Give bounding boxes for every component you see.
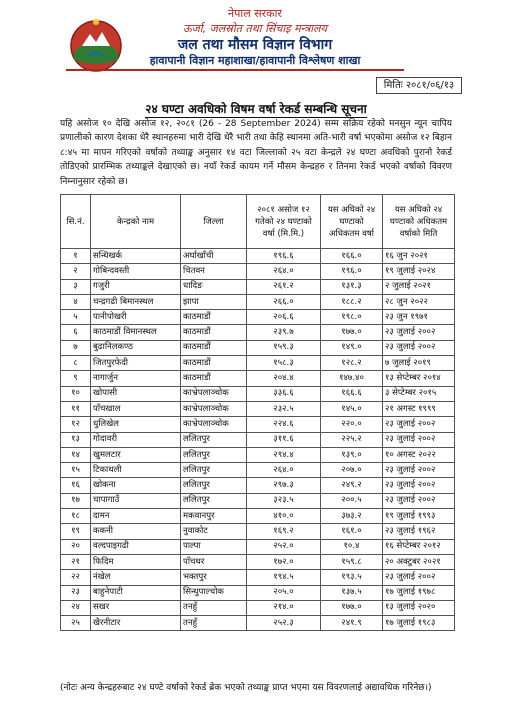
cell-rainfall: २६४.० [247,463,321,478]
cell-previous-max: १२८.२ [321,356,383,371]
col-header-rainfall: २०८१ असोज १२ गतेको २४ घण्टाको वर्षा (मि.मि.) [247,195,321,249]
cell-sn: १७ [61,493,91,508]
cell-rainfall: २२४.६ [247,417,321,432]
cell-station: गोदावरी [91,432,181,447]
department-name: जल तथा मौसम विज्ञान विभाग [177,37,333,53]
cell-station: चन्द्रगढी बिमानस्थल [91,294,181,309]
table-row [61,264,455,279]
cell-previous-date: २० अक्टुबर २०२१ [383,554,455,569]
cell-station: दामन [91,509,181,524]
cell-district: ललितपुर [181,447,247,462]
table-row [61,401,455,416]
cell-district: तनहुँ [181,616,247,631]
cell-station: जितपुरफेदी [91,356,181,371]
cell-previous-max: २२५.२ [321,432,383,447]
cell-sn: १२ [61,417,91,432]
cell-station: ककनी [91,524,181,539]
cell-district: तनहुँ [181,600,247,615]
cell-rainfall: ३३६.६ [247,386,321,401]
cell-district: काभ्रेपलाञ्चोक [181,417,247,432]
cell-previous-max: १८८.२ [321,294,383,309]
cell-station: काठमाडौं विमानस्थल [91,325,181,340]
cell-previous-max: २००.५ [321,493,383,508]
cell-station: पाँचखाल [91,401,181,416]
cell-previous-date: २ जुलाई २०२१ [383,279,455,294]
cell-sn: १६ [61,478,91,493]
cell-district: काठमाडौं [181,310,247,325]
cell-previous-date: १३ सेप्टेम्बर २०१४ [383,371,455,386]
cell-previous-date: २३ जुलाई १९६२ [383,524,455,539]
cell-previous-max: १९३.५ [321,570,383,585]
table-row [61,325,455,340]
table-row [61,585,455,600]
cell-previous-max: २४९.२ [321,478,383,493]
col-header-station: केन्द्रको नाम [91,195,181,249]
cell-rainfall: २६१.२ [247,279,321,294]
cell-district: काभ्रेपलाञ्चोक [181,386,247,401]
table-row [61,478,455,493]
cell-district: ललितपुर [181,463,247,478]
cell-sn: २ [61,264,91,279]
cell-previous-date: ७ जुलाई २०१९ [383,356,455,371]
table-row [61,294,455,309]
cell-previous-date: २३ जुन १९७१ [383,310,455,325]
table-row [61,371,455,386]
division-name: हावापानी विज्ञान महाशाखा/हावापानी विश्लेषण शाखा [149,54,361,67]
cell-district: धादिङ [181,279,247,294]
cell-previous-max: १४५.० [321,401,383,416]
cell-sn: ५ [61,310,91,325]
notice-title-text: २४ घण्टा अवधिको विषम वर्षा रेकर्ड सम्बन्धि सूचना [145,102,367,116]
cell-previous-date: १७ जुलाई १९८३ [383,616,455,631]
cell-previous-date: २३ जुलाई २००२ [383,478,455,493]
cell-sn: ४ [61,294,91,309]
cell-station: खैरनीटार [91,616,181,631]
cell-rainfall: २६४.० [247,264,321,279]
table-row [61,249,455,264]
cell-station: सखर [91,600,181,615]
cell-previous-date: २३ जुलाई २००२ [383,340,455,355]
cell-rainfall: ३२३.५ [247,493,321,508]
cell-district: काठमाडौं [181,325,247,340]
cell-rainfall: २३२.५ [247,401,321,416]
table-row [61,616,455,631]
cell-previous-max: २४१.९ [321,616,383,631]
record-rainfall-table [60,194,455,631]
table-row [61,310,455,325]
cell-sn: १४ [61,447,91,462]
cell-previous-max: १६६.० [321,249,383,264]
table-row [61,493,455,508]
cell-station: गजुरी [91,279,181,294]
cell-rainfall: १५९.३ [247,340,321,355]
cell-station: फिदिम [91,554,181,569]
col-header-district: जिल्ला [181,195,247,249]
cell-sn: १८ [61,509,91,524]
cell-sn: १९ [61,524,91,539]
cell-rainfall: २९७.३ [247,478,321,493]
cell-previous-date: १९ जुलाई २०२४ [383,264,455,279]
intro-paragraph [60,117,452,189]
table-row [61,570,455,585]
table-row [61,509,455,524]
cell-station: बाहुनेपाटी [91,585,181,600]
cell-district: ललितपुर [181,432,247,447]
cell-station: बुढानिलकण्ठ [91,340,181,355]
cell-sn: ६ [61,325,91,340]
cell-station: सन्धिखर्क [91,249,181,264]
footnote: (नोटः अन्य केन्द्रहरुबाट २४ घण्टे वर्षाको रेकर्ड ब्रेक भएको तथ्याङ्क प्राप्त भएमा यस विवरणलाई अद्यावधिक गरिनेछ।) [60,683,432,693]
cell-station: वल्दपाइगढी [91,539,181,554]
cell-rainfall: २६६.० [247,294,321,309]
cell-station: नागार्जुन [91,371,181,386]
cell-previous-max: ३७३.२ [321,509,383,524]
cell-station: गोबिन्दवस्ती [91,264,181,279]
cell-sn: ८ [61,356,91,371]
cell-rainfall: २०६.६ [247,310,321,325]
cell-rainfall: २५२.३ [247,616,321,631]
table-row [61,417,455,432]
cell-rainfall: २०४.४ [247,371,321,386]
col-header-previous-max: यस अघिको २४ घण्टाको अधिकतम वर्षा [321,195,383,249]
intro-text: यहि असोज १० देखि असोज १२, २०८१ (26 - 28 September 2024) सम्म सक्रिय रहेको मनसुन न्यून चापिय प्रणालीको कारण देशका धेरै स्थानहरुमा भारी देखि धेरै भारी तथा केहि स्थानमा अति-भारी वर्षा भएकोमा असोज १२ बिहान ८:४५ मा मापन गरिएको वर्षाको तथ्याङ्क अनुसार १४ वटा जिल्लाको २५ वटा केन्द्रले २४ घण्टा अवधिको पुरानो रेकर्ड तोडिएको प्रारम्भिक तथ्याङ्कले देखाएको छ। नयाँ रेकर्ड कायम गर्ने मौसम केन्द्रहरु र तिनमा रेकर्ड भएको वर्षाको विवरण निम्नानुसार रहेको छ। [60,119,452,187]
cell-rainfall: १६९.२ [247,524,321,539]
table-row [61,386,455,401]
cell-previous-max: १३७.५ [321,585,383,600]
cell-previous-date: १० अगस्ट २०२२ [383,447,455,462]
cell-rainfall: १५८.३ [247,356,321,371]
cell-sn: १३ [61,432,91,447]
cell-sn: २५ [61,616,91,631]
table-header-row [61,195,455,249]
table-row [61,554,455,569]
government-name: नेपाल सरकार [228,7,282,20]
cell-rainfall: १९६.६ [247,249,321,264]
cell-rainfall: २०५.० [247,585,321,600]
cell-sn: २० [61,539,91,554]
cell-district: मकवानपुर [181,509,247,524]
table-row [61,447,455,462]
cell-sn: ३ [61,279,91,294]
cell-district: नुवाकोट [181,524,247,539]
cell-station: खुमलटार [91,447,181,462]
cell-previous-max: २०७.० [321,463,383,478]
cell-sn: २२ [61,570,91,585]
cell-rainfall: २३९.७ [247,325,321,340]
nepal-emblem-icon [66,16,126,74]
table-row [61,463,455,478]
cell-sn: २४ [61,600,91,615]
notice-title [0,100,512,117]
cell-district: काठमाडौं [181,340,247,355]
cell-previous-max: १३९.० [321,447,383,462]
cell-station: चापागाउँ [91,493,181,508]
cell-previous-date: २८ जुन २०२२ [383,294,455,309]
cell-previous-max: १९६.० [321,264,383,279]
col-header-previous-date: यस अघिको २४ घण्टाको अधिकतम वर्षाको मिति [383,195,455,249]
cell-previous-max: १७७.० [321,325,383,340]
cell-district: अर्घाखाँची [181,249,247,264]
cell-district: झापा [181,294,247,309]
cell-rainfall: २९४.४ [247,447,321,462]
cell-sn: ९ [61,371,91,386]
cell-previous-date: २३ जुलाई २००२ [383,417,455,432]
cell-sn: १५ [61,463,91,478]
table-row [61,279,455,294]
cell-previous-max: २२०.० [321,417,383,432]
cell-previous-max: १९८.० [321,310,383,325]
cell-previous-date: २१ अगस्ट १९९९ [383,401,455,416]
cell-district: काभ्रेपलाञ्चोक [181,401,247,416]
cell-previous-max: १०.४ [321,539,383,554]
cell-previous-date: ३ सेप्टेम्बर २०१५ [383,386,455,401]
cell-station: नंखेल [91,570,181,585]
cell-rainfall: २५२.० [247,539,321,554]
header-divider [66,69,404,71]
cell-previous-date: १६ जुन २०२१ [383,249,455,264]
cell-previous-max: १४९.० [321,340,383,355]
table-row [61,432,455,447]
cell-rainfall: ४१०.० [247,509,321,524]
cell-previous-date: १७ जुलाई १९७८ [383,585,455,600]
cell-sn: १ [61,249,91,264]
date-box: मितिः २०८१/०६/१३ [376,77,462,94]
cell-previous-date: २३ जुलाई २००२ [383,325,455,340]
cell-station: पानीपोखरी [91,310,181,325]
cell-previous-date: १३ जुलाई २०२० [383,600,455,615]
cell-previous-max: १६६.६ [321,386,383,401]
cell-previous-max: १३१.३ [321,279,383,294]
table-row [61,524,455,539]
table-row [61,356,455,371]
cell-previous-date: २३ जुलाई २००२ [383,432,455,447]
cell-sn: १० [61,386,91,401]
cell-district: काठमाडौं [181,356,247,371]
cell-previous-date: २३ जुलाई २००२ [383,493,455,508]
cell-sn: २३ [61,585,91,600]
cell-district: पाल्पा [181,539,247,554]
cell-station: टिकाथली [91,463,181,478]
cell-previous-max: १४७.४० [321,371,383,386]
cell-district: सिन्धुपाल्चोक [181,585,247,600]
cell-previous-max: १६१.० [321,524,383,539]
cell-district: भक्तपुर [181,570,247,585]
table-body [61,249,455,631]
table-row [61,340,455,355]
cell-rainfall: ३११.६ [247,432,321,447]
cell-district: ललितपुर [181,493,247,508]
cell-district: काठमाडौं [181,371,247,386]
cell-rainfall: २१४.० [247,600,321,615]
ministry-name: ऊर्जा, जलस्रोत तथा सिंचाइ मन्त्रालय [183,22,327,35]
cell-previous-date: २३ जुलाई २००२ [383,570,455,585]
cell-sn: ११ [61,401,91,416]
cell-rainfall: १९४.५ [247,570,321,585]
cell-previous-date: २३ जुलाई २००२ [383,463,455,478]
cell-sn: ७ [61,340,91,355]
cell-rainfall: १७२.० [247,554,321,569]
cell-previous-date: १९ जुलाई १९९३ [383,509,455,524]
cell-sn: २१ [61,554,91,569]
cell-previous-max: १५९.८ [321,554,383,569]
cell-district: ललितपुर [181,478,247,493]
cell-station: खोकना [91,478,181,493]
cell-district: पाँचथर [181,554,247,569]
cell-previous-max: १७७.० [321,600,383,615]
cell-station: खोपासी [91,386,181,401]
table-row [61,600,455,615]
table-row [61,539,455,554]
cell-previous-date: १६ सेप्टेम्बर २०१२ [383,539,455,554]
cell-station: धुलिखेल [91,417,181,432]
col-header-sn: सि.नं. [61,195,91,249]
cell-district: चितवन [181,264,247,279]
